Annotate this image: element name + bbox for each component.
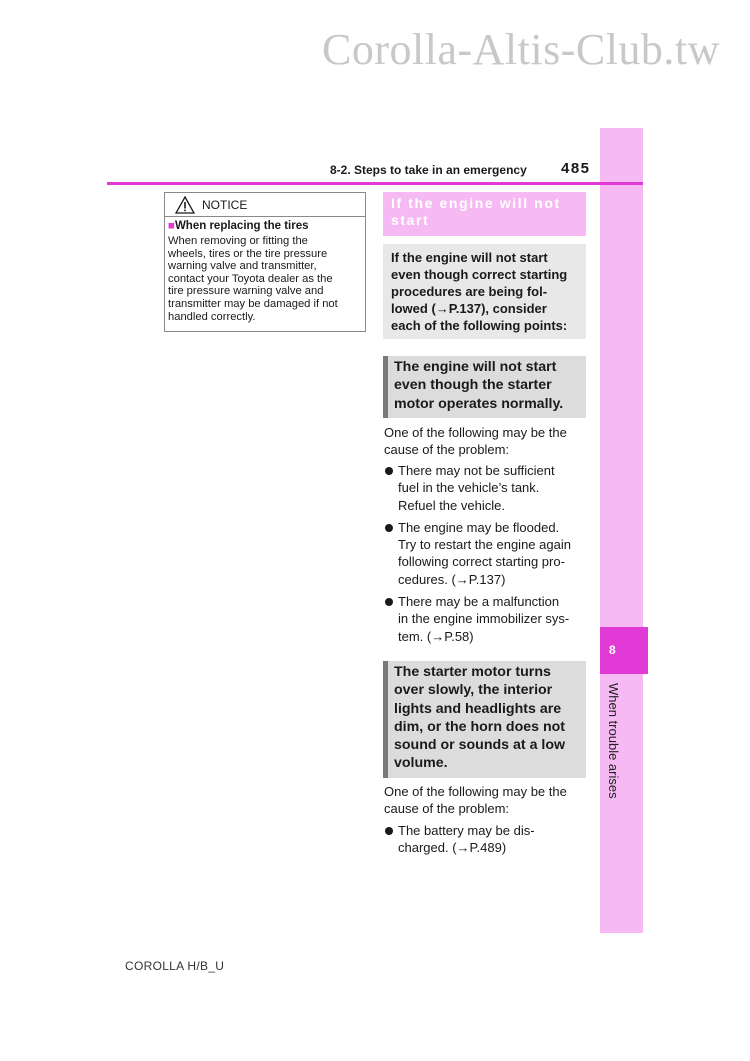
bullet-dot-icon (385, 524, 393, 532)
case2-heading: The starter motor turns over slowly, the interior lights and headlights are dim, or the horn does not sound or sounds at a low volume. (383, 661, 586, 778)
case1-bullet-list (384, 462, 589, 650)
notice-body: When removing or fitting the wheels, tires or the tire pressure warning valve and transmitter, contact your Toyota dealer as the tire pressure warning valve and transmitter may be damaged if not handled correctly. (168, 235, 338, 323)
list-item: The battery may be dis- charged. (→P.489) (384, 822, 589, 857)
bullet-dot-icon (385, 467, 393, 475)
bullet-dot-icon (385, 598, 393, 606)
watermark: Corolla-Altis-Club.tw (322, 25, 720, 74)
list-item: There may be a malfunction in the engine immobilizer sys- tem. (→P.58) (384, 593, 589, 645)
chapter-title: When trouble arises (606, 683, 621, 799)
case1-heading: The engine will not start even though the starter motor operates normally. (383, 356, 586, 418)
notice-label: NOTICE (202, 198, 248, 212)
square-bullet-icon: ■ (168, 220, 175, 232)
intro-box: If the engine will not start even though correct starting procedures are being fol- lowed (→P.137), consider each of the following points: (383, 244, 586, 339)
case2-bullet-list (384, 822, 589, 862)
header-divider (107, 182, 643, 185)
page-number: 485 (561, 160, 591, 177)
case1-cause-text: One of the following may be the cause of the problem: (384, 425, 567, 457)
list-item: There may not be sufficient fuel in the vehicle’s tank. Refuel the vehicle. (384, 462, 589, 514)
bullet-dot-icon (385, 827, 393, 835)
chapter-side-tab (600, 128, 643, 933)
footer-model-code: COROLLA H/B_U (125, 959, 225, 973)
notice-header (165, 193, 365, 217)
notice-subheading: ■When replacing the tires (168, 220, 309, 232)
section-header: 8-2. Steps to take in an emergency (330, 163, 527, 177)
warning-triangle-icon (175, 196, 195, 214)
section-title: If the engine will not start (383, 192, 586, 236)
notice-box (164, 192, 366, 332)
chapter-number-badge: 8 (600, 627, 648, 674)
case2-cause-text: One of the following may be the cause of the problem: (384, 784, 567, 816)
list-item: The engine may be flooded. Try to restart the engine again following correct starting pro- cedures. (→P.137) (384, 519, 589, 588)
